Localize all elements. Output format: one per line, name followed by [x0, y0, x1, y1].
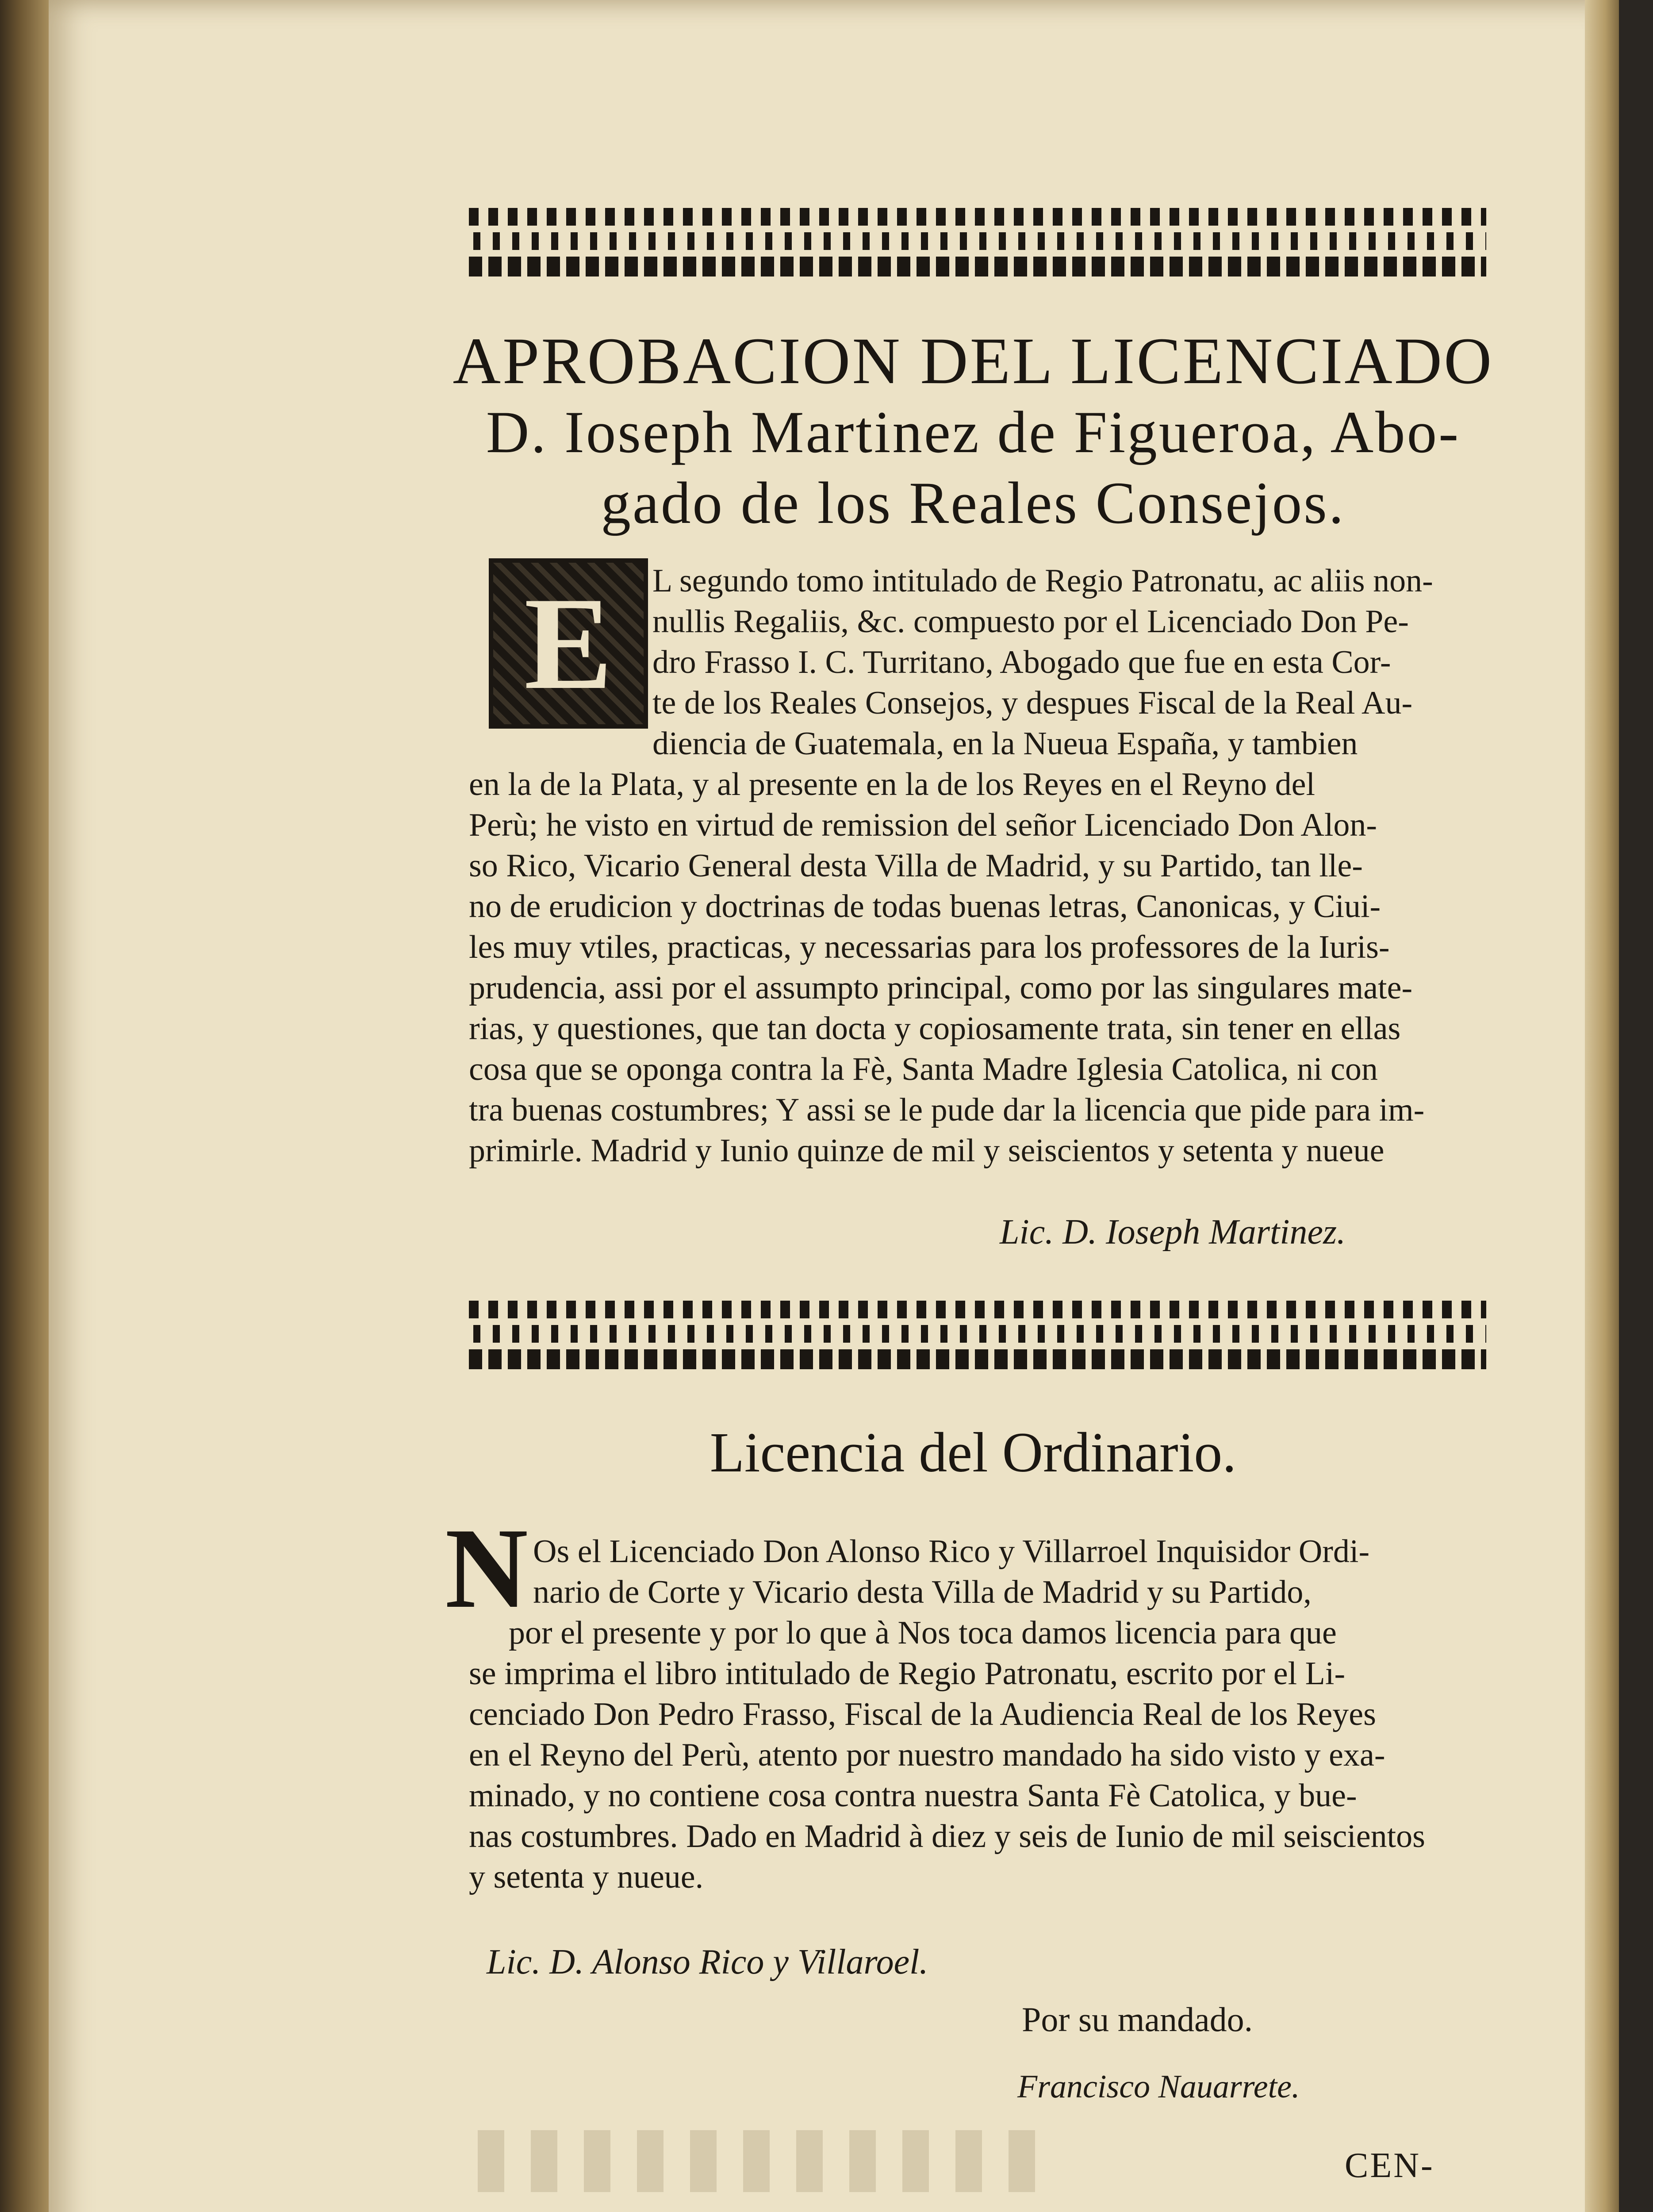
- licence-line-7: minado, y no contiene cosa contra nuestra Santa Fè Catolica, y bue-: [469, 1778, 1357, 1814]
- secretary-signature: Francisco Nauarrete.: [1017, 2069, 1300, 2105]
- approbation-line-15: primirle. Madrid y Iunio quinze de mil y seiscientos y setenta y nueue: [469, 1133, 1385, 1169]
- approbation-line-6: en la de la Plata, y al presente en la de los Reyes en el Reyno del: [469, 766, 1315, 803]
- licence-line-2: nario de Corte y Vicario desta Villa de Madrid y su Partido,: [533, 1574, 1312, 1610]
- book-gutter: [0, 0, 49, 2212]
- licence-line-4: se imprima el libro intitulado de Regio Patronatu, escrito por el Li-: [469, 1655, 1346, 1692]
- decorated-initial-e: E: [489, 558, 648, 729]
- approbation-line-9: no de erudicion y doctrinas de todas buenas letras, Canonicas, y Ciui-: [469, 888, 1381, 925]
- top-ornament-band: [469, 208, 1486, 279]
- approbation-line-13: cosa que se oponga contra la Fè, Santa Madre Iglesia Catolica, ni con: [469, 1051, 1378, 1087]
- approbation-line-14: tra buenas costumbres; Y assi se le pude dar la licencia que pide para im-: [469, 1092, 1425, 1128]
- approbation-title-line-2: D. Ioseph Martinez de Figueroa, Abo-: [486, 399, 1461, 465]
- approbation-title-line-1: APROBACION DEL LICENCIADO: [453, 324, 1494, 398]
- licence-line-6: en el Reyno del Perù, atento por nuestro mandado ha sido visto y exa-: [469, 1737, 1385, 1773]
- approbation-line-8: so Rico, Vicario General desta Villa de Madrid, y su Partido, tan lle-: [469, 848, 1363, 884]
- licence-line-3: por el presente y por lo que à Nos toca damos licencia para que: [509, 1615, 1337, 1651]
- approbation-line-7: Perù; he visto en virtud de remission del señor Licenciado Don Alon-: [469, 807, 1377, 843]
- by-order-text: Por su mandado.: [1022, 2000, 1253, 2039]
- approbation-line-4: te de los Reales Consejos, y despues Fiscal de la Real Au-: [652, 685, 1413, 721]
- approbation-line-11: prudencia, assi por el assumpto principal, como por las singulares mate-: [469, 970, 1413, 1006]
- approbation-line-1: L segundo tomo intitulado de Regio Patronatu, ac aliis non-: [652, 563, 1433, 599]
- approbation-line-2: nullis Regaliis, &c. compuesto por el Licenciado Don Pe-: [652, 603, 1409, 640]
- catchword: CEN-: [1345, 2146, 1434, 2185]
- approbation-line-12: rias, y questiones, que tan docta y copiosamente trata, sin tener en ellas: [469, 1010, 1401, 1047]
- approbation-signature: Lic. D. Ioseph Martinez.: [1000, 1213, 1346, 1252]
- licence-line-5: cenciado Don Pedro Frasso, Fiscal de la Audiencia Real de los Reyes: [469, 1696, 1376, 1732]
- licence-line-8: nas costumbres. Dado en Madrid à diez y seis de Iunio de mil seiscientos: [469, 1818, 1425, 1855]
- approbation-line-10: les muy vtiles, practicas, y necessarias para los professores de la Iuris-: [469, 929, 1390, 965]
- approbation-line-5: diencia de Guatemala, en la Nueua España, y tambien: [652, 726, 1358, 762]
- drop-initial-n: N: [445, 1504, 528, 1632]
- licence-line-9: y setenta y nueue.: [469, 1859, 704, 1895]
- page-edge: [1585, 0, 1619, 2212]
- middle-ornament-band: [469, 1301, 1486, 1371]
- licence-heading: Licencia del Ordinario.: [710, 1421, 1237, 1484]
- licence-line-1: Os el Licenciado Don Alonso Rico y Villarroel Inquisidor Ordi-: [533, 1533, 1370, 1570]
- bleed-through-text: [478, 2130, 1053, 2192]
- approbation-title-line-3: gado de los Reales Consejos.: [601, 470, 1346, 536]
- approbation-line-3: dro Frasso I. C. Turritano, Abogado que fue en esta Cor-: [652, 644, 1391, 680]
- licence-signature: Lic. D. Alonso Rico y Villaroel.: [487, 1943, 928, 1982]
